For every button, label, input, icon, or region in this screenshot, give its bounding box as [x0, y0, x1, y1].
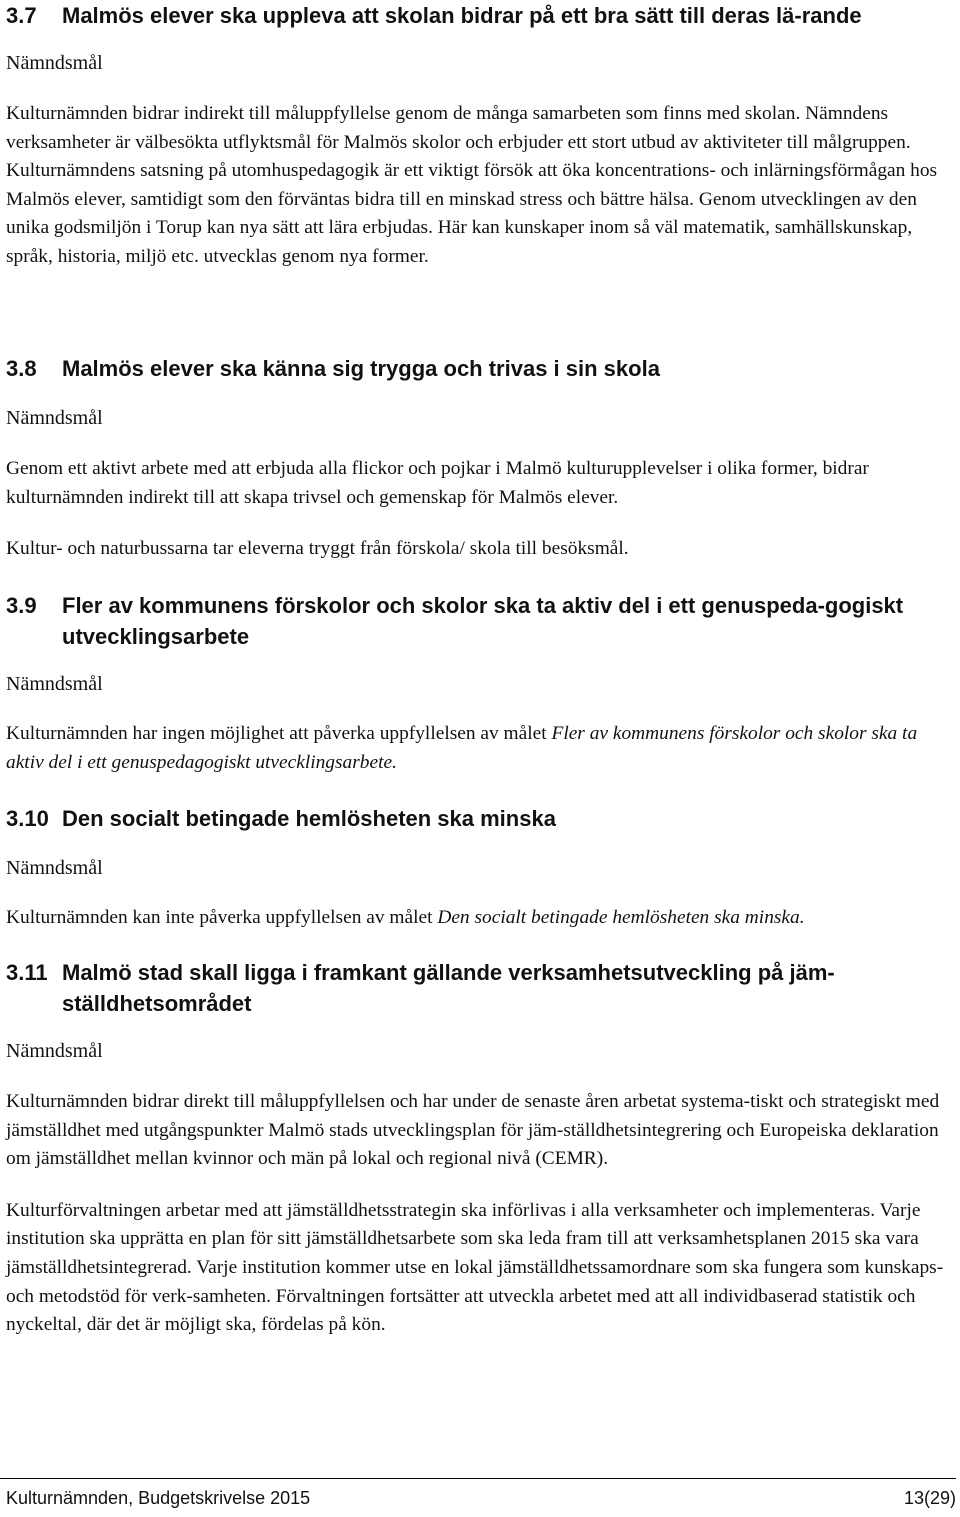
section-number: 3.9 — [6, 593, 37, 618]
body-paragraph: Kulturnämnden bidrar direkt till måluppfyllelsen och har under de senaste åren arbetat systema-tiskt och strategiskt med jämställdhet med utgångspunkter Malmö stads utvecklingsplan för jäm-ställdhetsintegrering och Europeiska deklaration om jämställdhet mellan kvinnor och män på lokal och regional nivå (CEMR). — [6, 1091, 940, 1170]
section-number: 3.7 — [6, 3, 37, 28]
footer-document-title: Kulturnämnden, Budgetskrivelse 2015 — [6, 1488, 311, 1508]
page-number: 13(29) — [903, 1488, 956, 1508]
section-heading — [6, 353, 946, 384]
section-heading — [6, 957, 946, 1019]
goal-quote: Fler av kommunens förskolor och skolor ska ta aktiv del i ett genuspedagogiskt utvecklingsarbete. — [6, 723, 918, 773]
section-title: Fler av kommunens förskolor och skolor ska ta aktiv del i ett genuspeda-gogiskt utvecklingsarbete — [62, 593, 904, 649]
section-title: Malmö stad skall ligga i framkant gällande verksamhetsutveckling på jäm-ställdhetsområdet — [62, 960, 835, 1016]
section-number: 3.8 — [6, 356, 37, 381]
goal-label: Nämndsmål — [6, 857, 103, 879]
section-3-8 — [6, 353, 946, 564]
section-3-9 — [6, 590, 946, 777]
section-number: 3.11 — [6, 960, 48, 985]
section-3-11 — [6, 957, 946, 1340]
goal-label: Nämndsmål — [6, 673, 103, 695]
section-number: 3.10 — [6, 806, 49, 831]
body-paragraph: Kulturförvaltningen arbetar med att jämställdhetsstrategin ska införlivas i alla verksamheter och implementeras. Varje institution ska upprätta en plan för sitt jämställdhetsarbete som ska leda fram till att verksamhetsplanen 2015 ska vara jämställdhetsintegrerad. Varje institution kommer utse en lokal jämställdhetssamordnare som ska fungera som kunskaps-och metodstöd för verk-samheten. Förvaltningen fortsätter att utveckla arbetet med att all individbaserad statistik och nyckeltal, där det är möjligt ska, fördelas på kön. — [6, 1199, 944, 1336]
page-footer — [0, 1478, 956, 1508]
goal-label: Nämndsmål — [6, 52, 103, 74]
body-paragraph: Genom ett aktivt arbete med att erbjuda alla flickor och pojkar i Malmö kulturupplevelser i olika former, bidrar kulturnämnden indirekt till att skapa trivsel och gemenskap för Malmös elever. — [6, 458, 869, 508]
section-3-7 — [6, 0, 946, 272]
section-heading — [6, 803, 946, 834]
section-title: Malmös elever ska uppleva att skolan bidrar på ett bra sätt till deras lä-rande — [62, 3, 862, 28]
body-paragraph — [6, 720, 946, 777]
section-heading — [6, 590, 946, 652]
body-paragraph: Kulturnämnden bidrar indirekt till måluppfyllelse genom de många samarbeten som finns med skolan. Nämndens verksamheter är välbesökta utflyktsmål för Malmös skolor och erbjuder ett stort utbud av aktiviteter till målgruppen. Kulturnämndens satsning på utomhuspedagogik är ett viktigt försök att öka koncentrations- och inlärningsförmågan hos Malmös elever, samtidigt som den förväntas bidra till en minskad stress och bättre hälsa. Genom utvecklingen av den unika godsmiljön i Torup kan nya sätt att lära erbjudas. Här kan kunskaper inom så väl matematik, samhällskunskap, språk, historia, miljö etc. utvecklas genom nya former. — [6, 103, 938, 267]
goal-quote: Den socialt betingade hemlösheten ska minska. — [437, 907, 805, 928]
body-paragraph: Kultur- och naturbussarna tar eleverna tryggt från förskola/ skola till besöksmål. — [6, 538, 629, 560]
section-title: Den socialt betingade hemlösheten ska minska — [62, 806, 556, 831]
section-heading — [6, 0, 946, 31]
body-paragraph — [6, 904, 946, 933]
section-title: Malmös elever ska känna sig trygga och trivas i sin skola — [62, 356, 660, 381]
section-3-10 — [6, 803, 946, 933]
goal-label: Nämndsmål — [6, 407, 103, 429]
goal-label: Nämndsmål — [6, 1040, 103, 1062]
paragraph-text: Kulturnämnden kan inte påverka uppfyllelsen av målet — [6, 907, 438, 928]
paragraph-text: Kulturnämnden har ingen möjlighet att påverka uppfyllelsen av målet — [6, 723, 552, 744]
